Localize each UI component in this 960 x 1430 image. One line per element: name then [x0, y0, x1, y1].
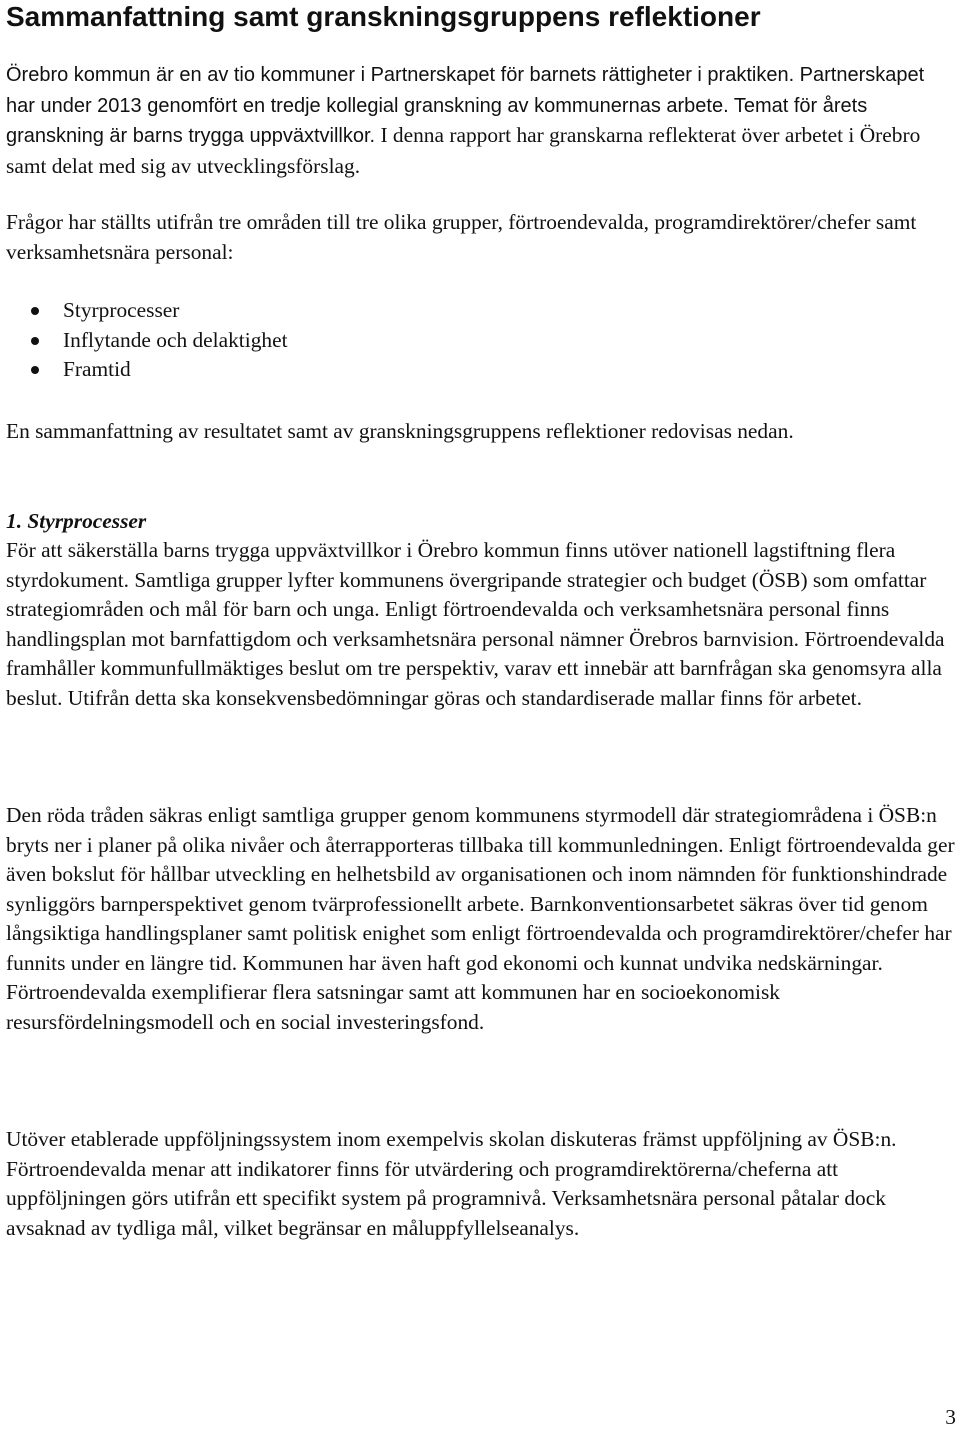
intro-paragraph [6, 60, 956, 181]
page-title: Sammanfattning samt granskningsgruppens reflektioner [6, 1, 761, 32]
area-list [6, 296, 288, 385]
questions-paragraph: Frågor har ställts utifrån tre områden till tre olika grupper, förtroendevalda, programdirektörer/chefer samt verksamhetsnära personal: [6, 210, 917, 264]
bullet-icon [31, 366, 39, 374]
list-item: Framtid [6, 355, 288, 385]
list-item: Inflytande och delaktighet [6, 326, 288, 356]
intro-serif-text: I denna rapport har granskarna reflekterat över arbetet i Örebro samt delat med sig av utvecklingsförslag. [6, 123, 921, 178]
section-heading: 1. Styrprocesser [6, 509, 147, 533]
section-paragraph-1: För att säkerställa barns trygga uppväxtvillkor i Örebro kommun finns utöver nationell lagstiftning flera styrdokument. Samtliga grupper lyfter kommunens övergripande strategier och budget (ÖSB) som omfattar strategiområden och mål för barn och unga. Enligt förtroendevalda och verksamhetsnära personal finns handlingsplan mot barnfattigdom och verksamhetsnära personal nämner Örebros barnvision. Förtroendevalda framhåller kommunfullmäktiges beslut om tre perspektiv, varav ett innebär att barnfrågan ska genomsyra alla beslut. Utifrån detta ska konsekvensbedömningar göras och standardiserade mallar finns för arbetet. [6, 538, 945, 710]
intro-sans-text: Örebro kommun är en av tio kommuner i Partnerskapet för barnets rättigheter i praktiken. Partnerskapet har under 2013 genomfört en tredje kollegial granskning av kommunernas arbete. Temat för årets granskning är barns trygga uppväxtvillkor. [6, 64, 925, 147]
section-paragraph-2: Den röda tråden säkras enligt samtliga grupper genom kommunens styrmodell där strategiområdena i ÖSB:n bryts ner i planer på olika nivåer och återrapporteras tillbaka till kommunledningen. Enligt förtroendevalda ger även bokslut för hållbar utveckling en helhetsbild av organisationen och inom nämnden för funktionshindrade synliggörs barnperspektivet genom tvärprofessionellt arbete. Barnkonventionsarbetet säkras över tid genom långsiktiga handlingsplaner samt politisk enighet som enligt förtroendevalda och programdirektörer/chefer har funnits under en längre tid. Kommunen har även haft god ekonomi och kunnat undvika nedskärningar. Förtroendevalda exemplifierar flera satsningar samt att kommunen har en socioekonomisk resursfördelningsmodell och en social investeringsfond. [6, 803, 955, 1034]
page-number: 3 [945, 1405, 956, 1429]
bullet-icon [31, 337, 39, 345]
summary-paragraph: En sammanfattning av resultatet samt av granskningsgruppens reflektioner redovisas nedan. [6, 419, 794, 443]
list-item: Styrprocesser [6, 296, 288, 326]
bullet-icon [31, 307, 39, 315]
section-paragraph-3: Utöver etablerade uppföljningssystem inom exempelvis skolan diskuteras främst uppföljning av ÖSB:n. Förtroendevalda menar att indikatorer finns för utvärdering och programdirektörerna/cheferna att uppföljningen görs utifrån ett specifikt system på programnivå. Verksamhetsnära personal påtalar dock avsaknad av tydliga mål, vilket begränsar en måluppfyllelseanalys. [6, 1127, 897, 1240]
